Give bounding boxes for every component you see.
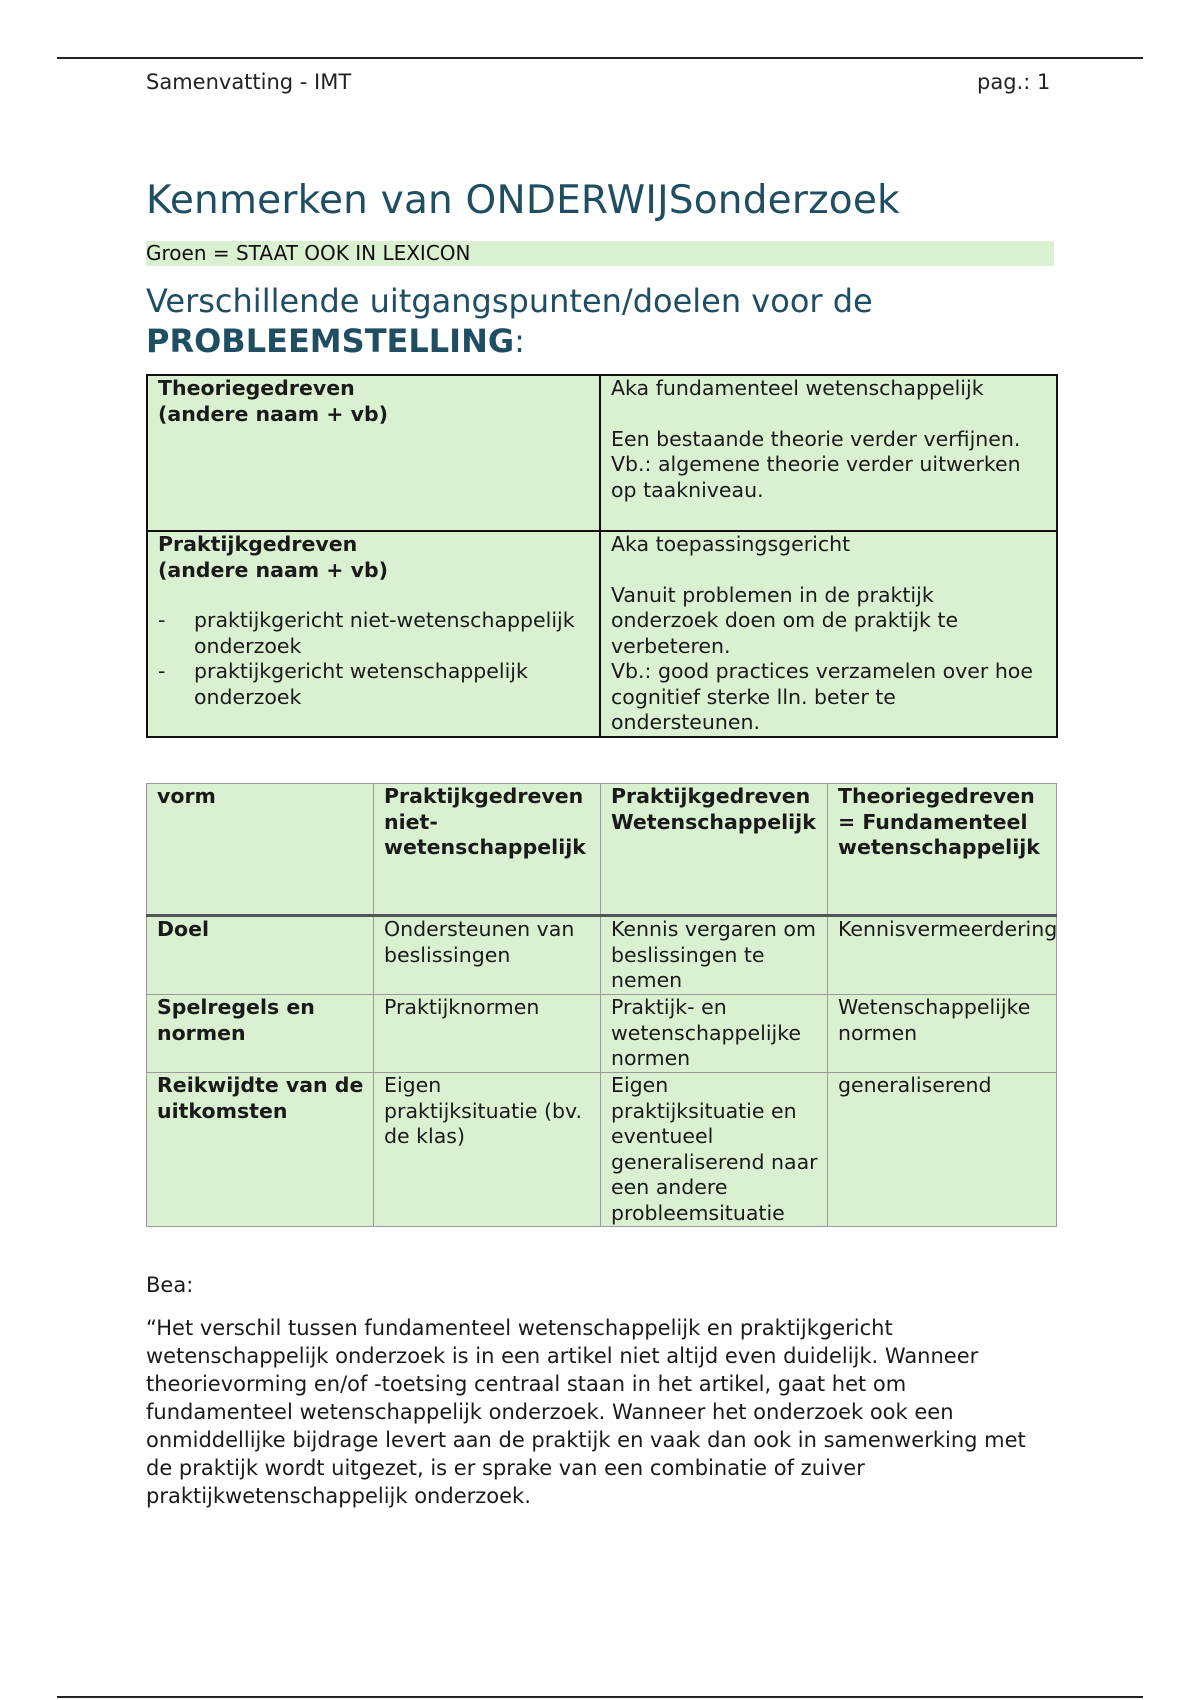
header-document-title: Samenvatting - IMT xyxy=(146,70,352,94)
column-header: Praktijkgedreven Wetenschappelijk xyxy=(601,784,828,916)
table-row xyxy=(147,995,1057,1073)
quote-paragraph: “Het verschil tussen fundamenteel wetenschappelijk en praktijkgericht wetenschappelijk onderzoek is in een artikel niet altijd even duidelijk. Wanneer theorievorming en/of -toetsing centraal staan in het artikel, gaat het om fundamenteel wetenschappelijk onderzoek. Wanneer het onderzoek ook een onmiddellijke bijdrage levert aan de praktijk en vaak dan ook in samenwerking met de praktijk wordt uitgezet, is er sprake van een combinatie of zuiver praktijkwetenschappelijk onderzoek. xyxy=(146,1316,1026,1508)
spacer xyxy=(611,558,1046,583)
example-text: Vb.: algemene theorie verder uitwerken op taakniveau. xyxy=(611,452,1021,502)
table-cell xyxy=(147,375,600,531)
row-header: Reikwijdte van de uitkomsten xyxy=(147,1073,374,1227)
list-item: - praktijkgericht niet-wetenschappelijk onderzoek xyxy=(158,608,589,659)
row-title: Praktijkgedreven xyxy=(158,532,358,556)
row-subtitle: (andere naam + vb) xyxy=(158,557,389,582)
header-page-number: pag.: 1 xyxy=(977,70,1051,94)
table-row xyxy=(147,375,1057,531)
aka-text: Aka fundamenteel wetenschappelijk xyxy=(611,376,984,400)
table-cell: generaliserend xyxy=(828,1073,1057,1227)
spacer xyxy=(158,583,589,608)
list-item: - praktijkgericht wetenschappelijk onderzoek xyxy=(158,659,589,710)
aka-text: Aka toepassingsgericht xyxy=(611,532,851,556)
table-cell: Kennisvermeerdering xyxy=(828,916,1057,995)
table-cell: Eigen praktijksituatie en eventueel generaliserend naar een andere probleemsituatie xyxy=(601,1073,828,1227)
table-cell xyxy=(600,375,1057,531)
table-header-row xyxy=(147,784,1057,916)
page-title: Kenmerken van ONDERWIJSonderzoek xyxy=(146,178,900,223)
spacer xyxy=(611,402,1046,427)
table-cell: Praktijk- en wetenschappelijke normen xyxy=(601,995,828,1073)
table-cell xyxy=(600,531,1057,737)
table-row xyxy=(147,531,1057,737)
section-heading-text: Verschillende uitgangspunten/doelen voor de xyxy=(146,282,873,320)
row-subtitle: (andere naam + vb) xyxy=(158,401,389,426)
table-cell: Eigen praktijksituatie (bv. de klas) xyxy=(374,1073,601,1227)
description-text: Een bestaande theorie verder verfijnen. xyxy=(611,426,1021,451)
column-header: Praktijkgedreven niet-wetenschappelijk xyxy=(374,784,601,916)
section-heading xyxy=(146,281,1066,361)
section-heading-emphasis: PROBLEEMSTELLING xyxy=(146,322,515,360)
example-text: Vb.: good practices verzamelen over hoe cognitief sterke lln. beter te ondersteunen. xyxy=(611,659,1033,734)
probleemstelling-table xyxy=(146,374,1058,738)
vorm-comparison-table xyxy=(146,783,1057,1227)
description-text: Vanuit problemen in de praktijk onderzoek doen om de praktijk te verbeteren. xyxy=(611,582,959,658)
table-cell: Ondersteunen van beslissingen xyxy=(374,916,601,995)
bullet-list xyxy=(158,608,589,710)
row-header: Doel xyxy=(147,916,374,995)
table-row xyxy=(147,916,1057,995)
section-heading-colon: : xyxy=(514,322,525,360)
bea-label: Bea: xyxy=(146,1273,194,1297)
row-header: Spelregels en normen xyxy=(147,995,374,1073)
table-cell xyxy=(147,531,600,737)
column-header: Theoriegedreven = Fundamenteel wetenschappelijk xyxy=(828,784,1057,916)
table-cell: Wetenschappelijke normen xyxy=(828,995,1057,1073)
footer-rule xyxy=(57,1696,1143,1698)
legend-note: Groen = STAAT OOK IN LEXICON xyxy=(146,241,1054,266)
header-rule xyxy=(57,57,1143,59)
row-title: Theoriegedreven xyxy=(158,376,355,400)
table-cell: Kennis vergaren om beslissingen te nemen xyxy=(601,916,828,995)
table-cell: Praktijknormen xyxy=(374,995,601,1073)
table-row xyxy=(147,1073,1057,1227)
column-header: vorm xyxy=(147,784,374,916)
